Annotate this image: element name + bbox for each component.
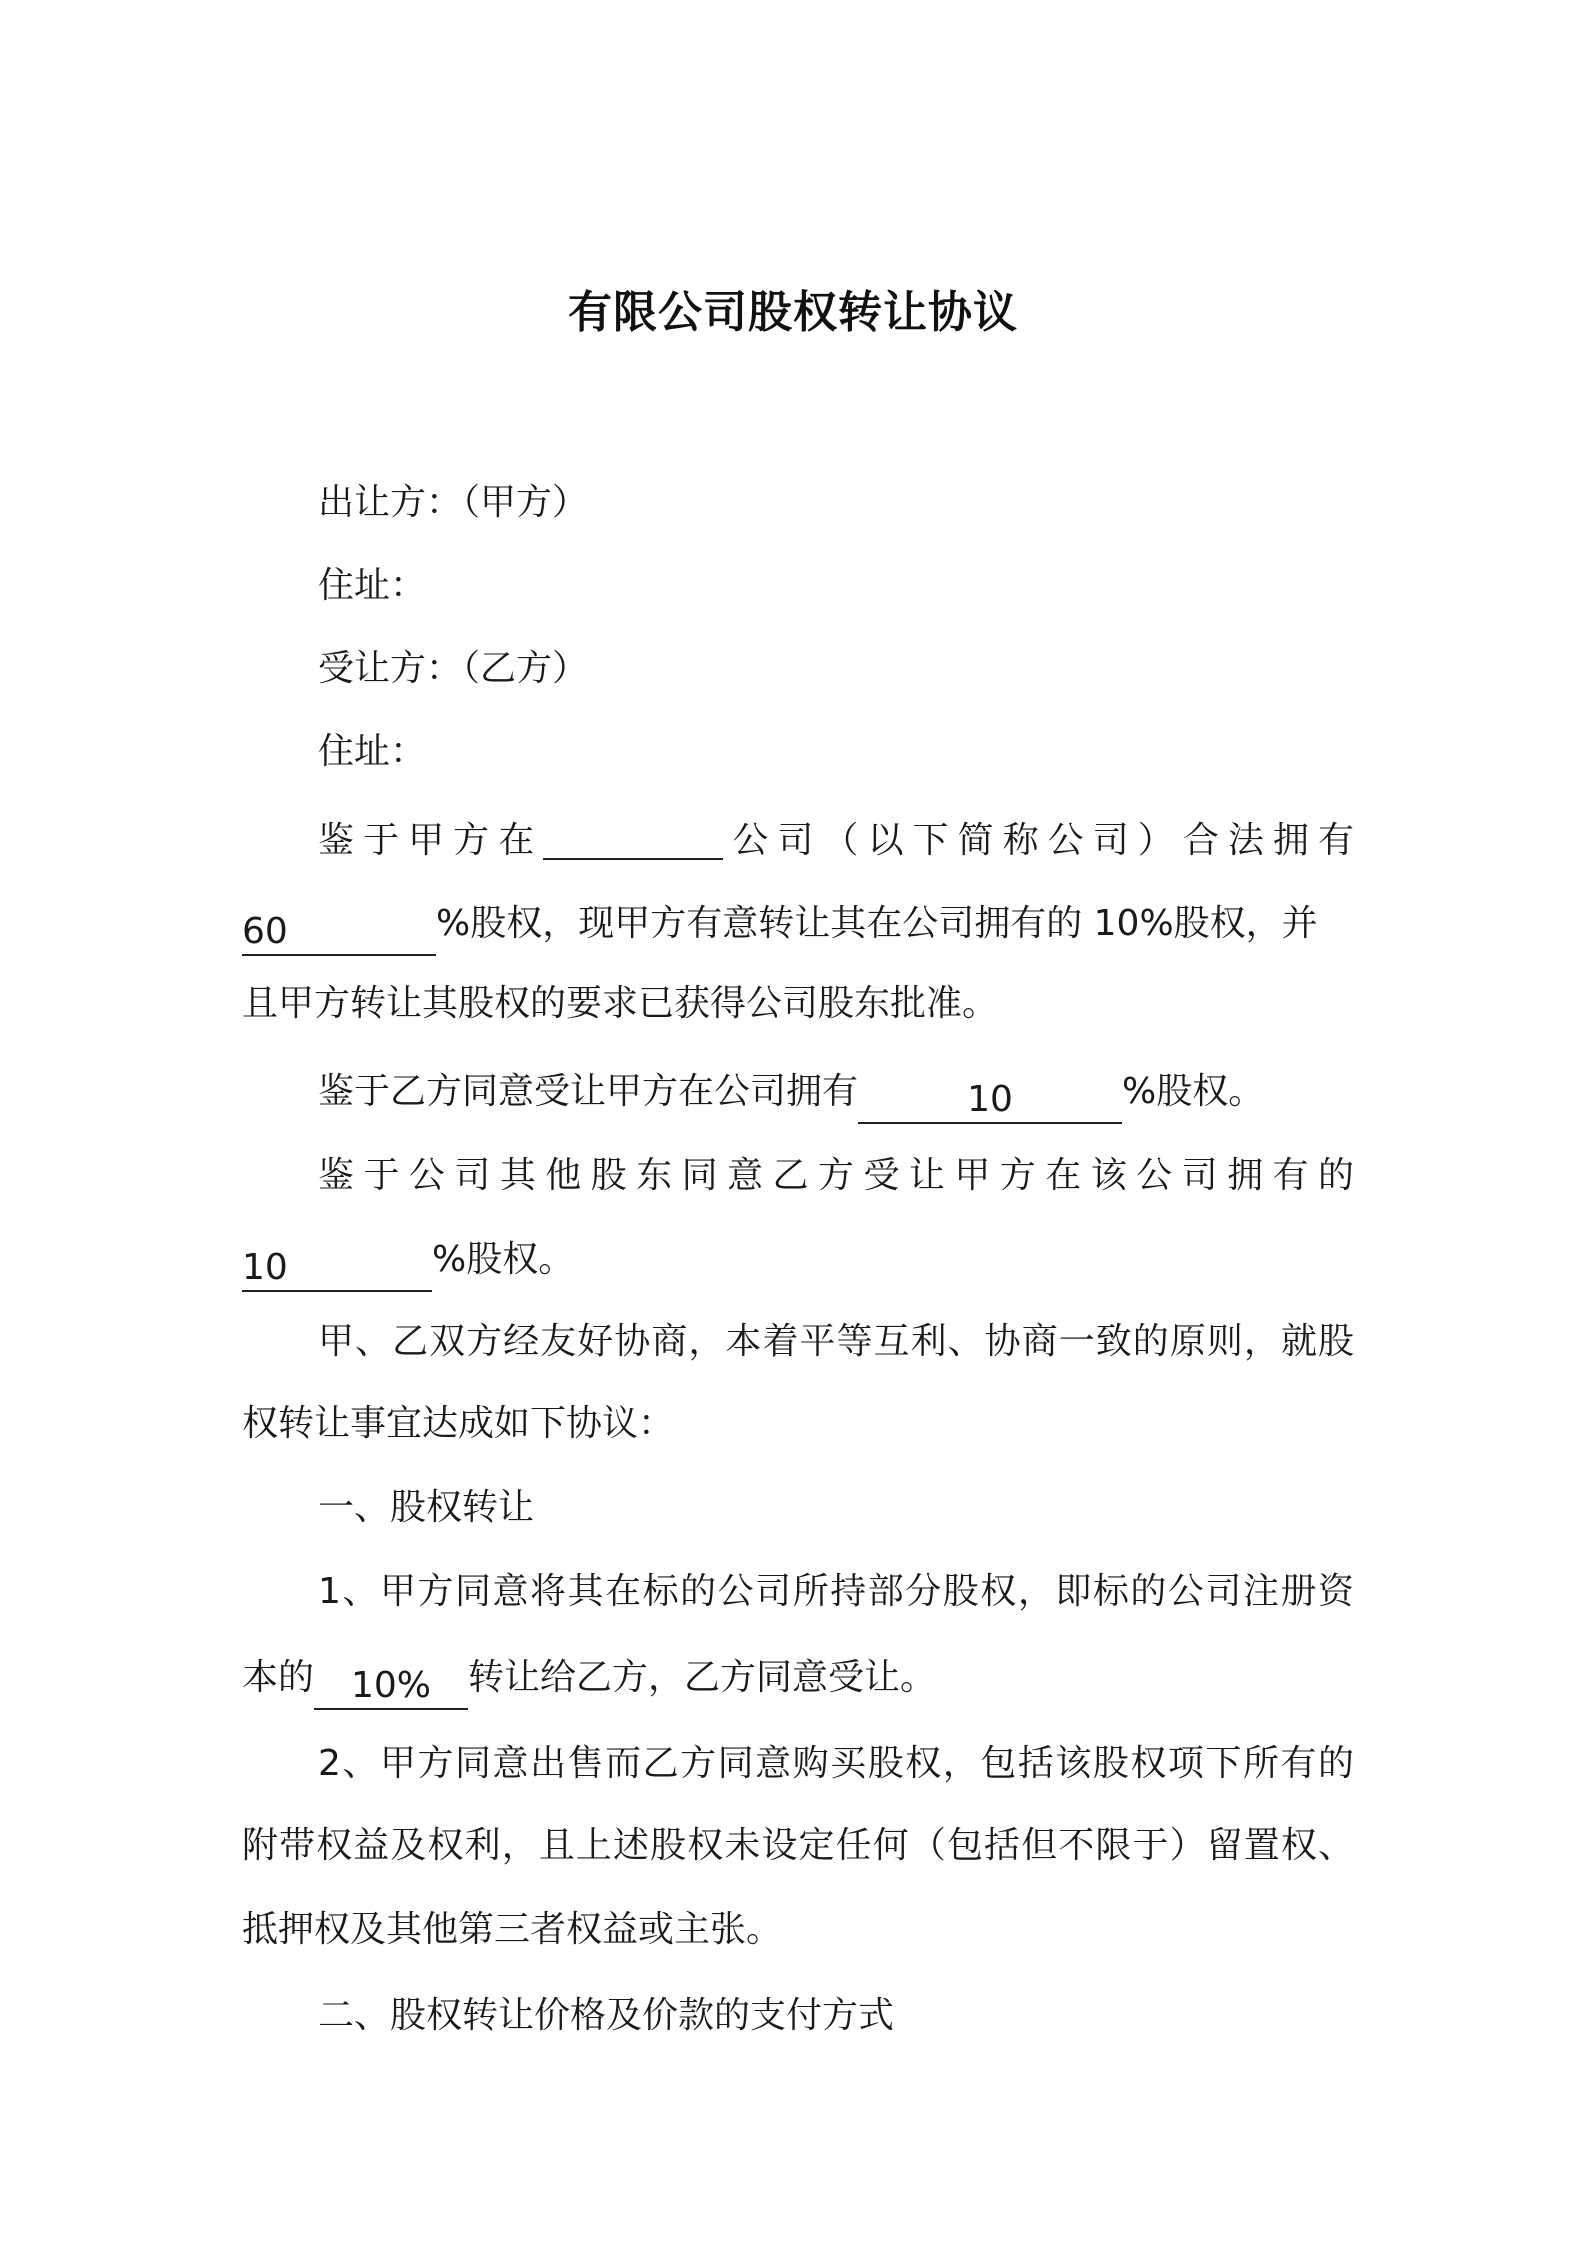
transfer-stake-blank-1: 10 bbox=[858, 1078, 1122, 1124]
transferor-label: 出让方：（甲方） bbox=[318, 482, 589, 523]
paragraph-2 bbox=[242, 1066, 1354, 1124]
item-2-line-1: 2、甲方同意出售而乙方同意购买股权，包括该股权项下所有的 bbox=[318, 1743, 1354, 1784]
paragraph-2-suffix: %股权。 bbox=[1122, 1071, 1265, 1112]
section-2-heading: 二、股权转让价格及价款的支付方式 bbox=[318, 1995, 895, 2036]
paragraph-3-line-2 bbox=[242, 1234, 1354, 1292]
registered-capital-percent-blank: 10% bbox=[314, 1664, 468, 1710]
paragraph-4-line-1: 甲、乙双方经友好协商，本着平等互利、协商一致的原则，就股 bbox=[318, 1321, 1354, 1362]
transfer-stake-blank-2: 10 bbox=[242, 1246, 432, 1292]
paragraph-4-line-2: 权转让事宜达成如下协议： bbox=[242, 1403, 675, 1444]
paragraph-3-suffix: %股权。 bbox=[432, 1239, 575, 1280]
transferee-label: 受让方：（乙方） bbox=[318, 648, 589, 689]
paragraph-1-line-2 bbox=[242, 898, 1354, 956]
section-1-heading: 一、股权转让 bbox=[318, 1487, 535, 1528]
item-1-line-1: 1、甲方同意将其在标的公司所持部分股权，即标的公司注册资 bbox=[318, 1571, 1354, 1612]
item-1-line-2 bbox=[242, 1652, 1354, 1710]
paragraph-1-line-1 bbox=[242, 814, 1354, 867]
transferor-address-label: 住址： bbox=[318, 565, 427, 606]
item-2-line-2: 附带权益及权利，且上述股权未设定任何（包括但不限于）留置权、 bbox=[242, 1825, 1354, 1866]
paragraph-1-line-3: 且甲方转让其股权的要求已获得公司股东批准。 bbox=[242, 983, 999, 1024]
item-2-line-3: 抵押权及其他第三者权益或主张。 bbox=[242, 1909, 783, 1950]
company-name-blank bbox=[543, 814, 723, 860]
paragraph-1-line-2-text: %股权，现甲方有意转让其在公司拥有的 10%股权，并 bbox=[436, 903, 1318, 944]
original-stake-blank: 60 bbox=[242, 910, 436, 956]
paragraph-1-text-b: 公司（以下简称公司）合法拥有 bbox=[723, 820, 1354, 861]
document-title: 有限公司股权转让协议 bbox=[568, 287, 1018, 338]
paragraph-2-text: 鉴于乙方同意受让甲方在公司拥有 bbox=[318, 1071, 859, 1112]
item-1-prefix: 本的 bbox=[242, 1657, 315, 1698]
paragraph-1-text-a: 鉴于甲方在 bbox=[318, 820, 544, 861]
transferee-address-label: 住址： bbox=[318, 731, 427, 772]
paragraph-3-line-1: 鉴于公司其他股东同意乙方受让甲方在该公司拥有的 bbox=[318, 1155, 1354, 1196]
item-1-suffix: 转让给乙方，乙方同意受让。 bbox=[468, 1657, 937, 1698]
